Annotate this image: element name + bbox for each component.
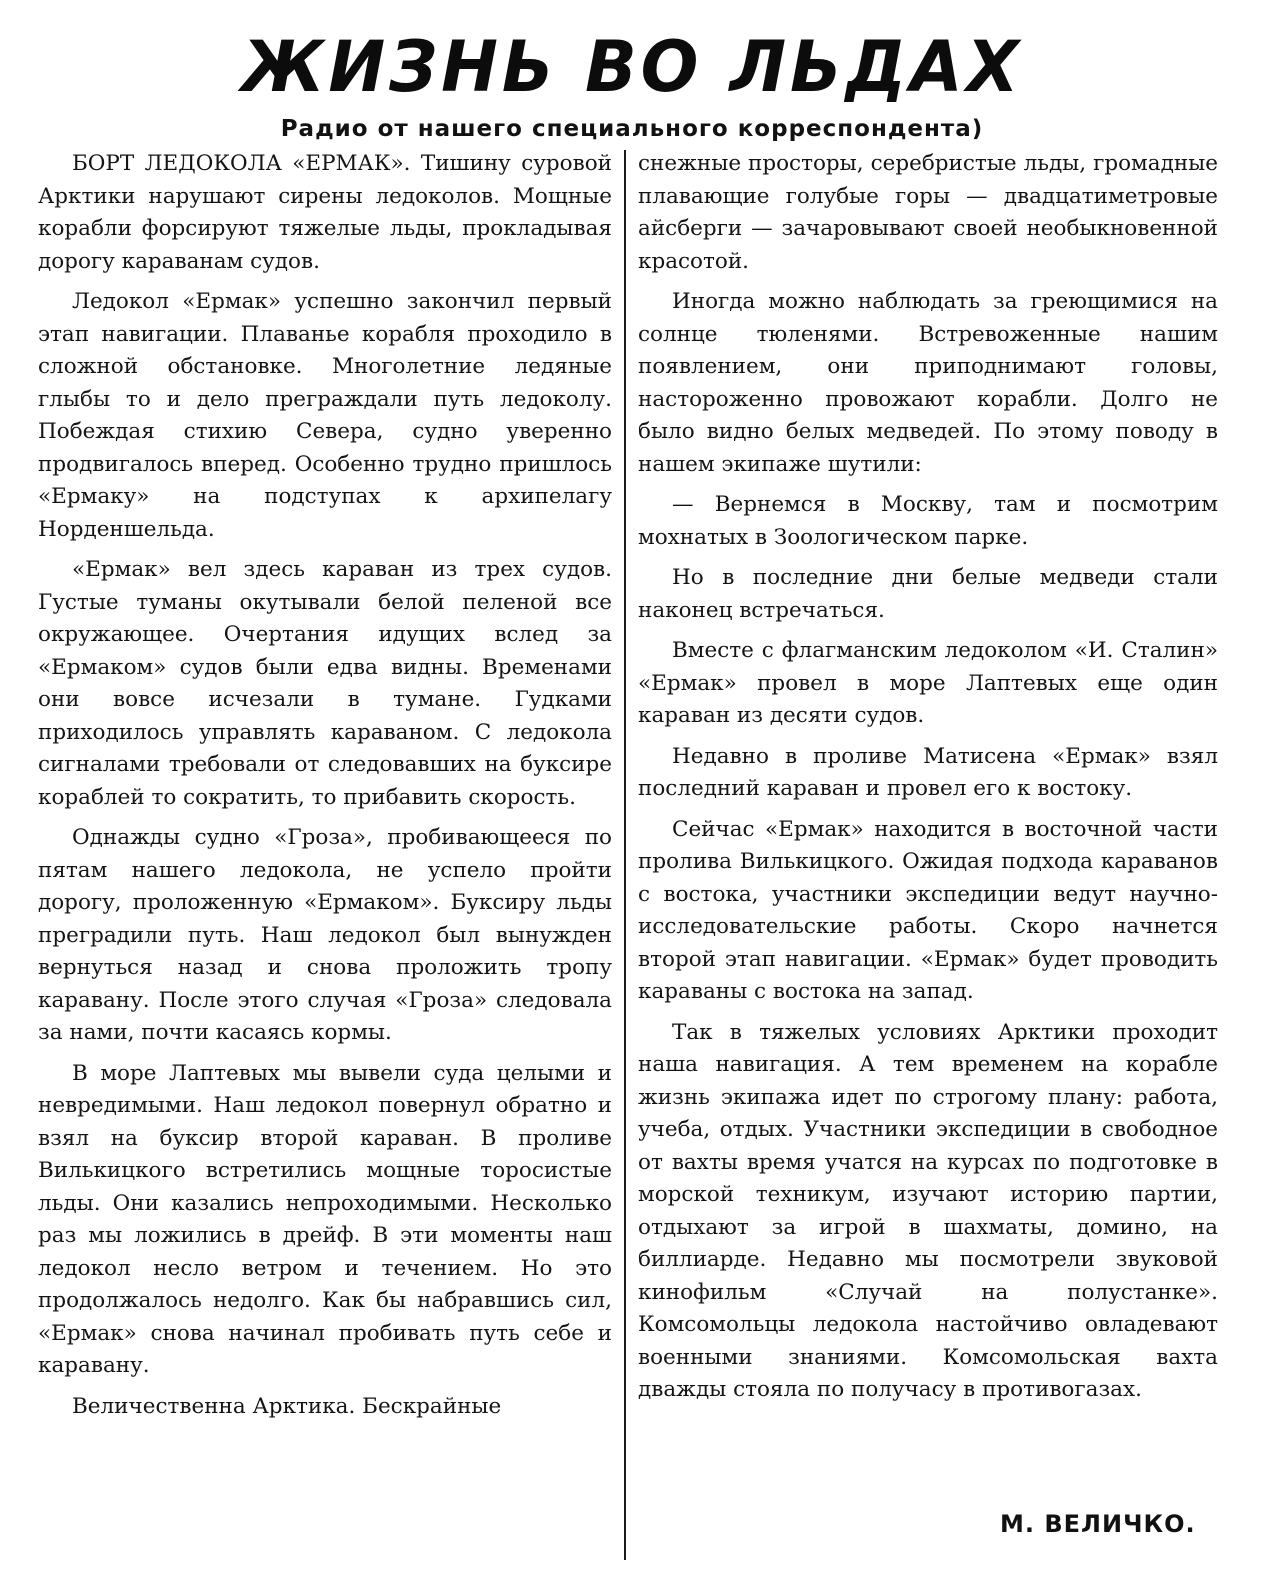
left-column (38, 148, 612, 1431)
right-paragraph-5: Вместе с флагманским ледоколом «И. Сталин» «Ермак» провел в море Лаптевых еще один караван из десяти судов. (638, 638, 1218, 728)
article-subheadline: Радио от нашего специального корреспондента) (280, 116, 984, 142)
left-paragraph-6: Величественна Арктика. Бескрайные (72, 1393, 502, 1419)
right-paragraph-2: Иногда можно наблюдать за греющимися на солнце тюленями. Встревоженные нашим появлением, они приподнимают головы, настороженно провожают корабли. Долго не было видно белых медведей. По этому поводу в нашем экипаже шутили: (638, 289, 1218, 477)
right-paragraph-8: Так в тяжелых условиях Арктики проходит наша навигация. А тем временем на корабле жизнь экипажа идет по строгому плану: работа, учеба, отдых. Участники экспедиции в свободное от вахты время учатся на курсах по подготовке в морской техникум, изучают историю партии, отдыхают за игрой в шахматы, домино, на биллиарде. Недавно мы посмотрели звуковой кинофильм «Случай на полустанке». Комсомольцы ледокола настойчиво овладевают военными знаниями. Комсомольская вахта дважды стояла по получасу в противогазах. (638, 1019, 1218, 1402)
right-paragraph-1: снежные просторы, серебристые льды, громадные плавающие голубые горы — двадцатиметровые айсберги — зачаровывают своей необыкновенной красотой. (638, 151, 1218, 274)
right-paragraph-3: — Вернемся в Москву, там и посмотрим мохнатых в Зоологическом парке. (638, 492, 1218, 550)
right-paragraph-4: Но в последние дни белые медведи стали наконец встречаться. (638, 565, 1218, 623)
left-paragraph-4: Однажды судно «Гроза», пробивающееся по пятам нашего ледокола, не успело пройти дорогу, проложенную «Ермаком». Буксиру льды преградили путь. Наш ледокол был вынужден вернуться назад и снова проложить тропу каравану. После этого случая «Гроза» следовала за нами, почти касаясь кормы. (38, 825, 612, 1045)
column-divider (624, 150, 626, 1560)
right-column (638, 148, 1218, 1415)
author-signature: М. ВЕЛИЧКО. (1000, 1510, 1196, 1538)
right-paragraph-7: Сейчас «Ермак» находится в восточной части пролива Вилькицкого. Ожидая подхода караванов с востока, участники экспедиции ведут научно-исследовательские работы. Скоро начнется второй этап навигации. «Ермак» будет проводить караваны с востока на запад. (638, 816, 1218, 1004)
article-headline: ЖИЗНЬ ВО ЛЬДАХ (241, 26, 1023, 108)
left-paragraph-5: В море Лаптевых мы вывели суда целыми и невредимыми. Наш ледокол повернул обратно и взял на буксир второй караван. В проливе Вилькицкого встретились мощные торосистые льды. Они казались непроходимыми. Несколько раз мы ложились в дрейф. В эти моменты наш ледокол несло ветром и течением. Но это продолжалось недолго. Как бы набравшись сил, «Ермак» снова начинал пробивать путь себе и каравану. (38, 1060, 612, 1378)
right-paragraph-6: Недавно в проливе Матисена «Ермак» взял последний караван и провел его к востоку. (638, 743, 1218, 801)
left-paragraph-3: «Ермак» вел здесь караван из трех судов. Густые туманы окутывали белой пеленой все окружающее. Очертания идущих вслед за «Ермаком» судов были едва видны. Временами они вовсе исчезали в тумане. Гудками приходилось управлять караваном. С ледокола сигналами требовали от следовавших на буксире кораблей то сократить, то прибавить скорость. (38, 557, 612, 810)
left-paragraph-1: БОРТ ЛЕДОКОЛА «ЕРМАК». Тишину суровой Арктики нарушают сирены ледоколов. Мощные корабли форсируют тяжелые льды, прокладывая дорогу караванам судов. (38, 151, 612, 274)
left-paragraph-2: Ледокол «Ермак» успешно закончил первый этап навигации. Плаванье корабля проходило в сложной обстановке. Многолетние ледяные глыбы то и дело преграждали путь ледоколу. Побеждая стихию Севера, судно уверенно продвигалось вперед. Особенно трудно пришлось «Ермаку» на подступах к архипелагу Норденшельда. (38, 289, 612, 542)
